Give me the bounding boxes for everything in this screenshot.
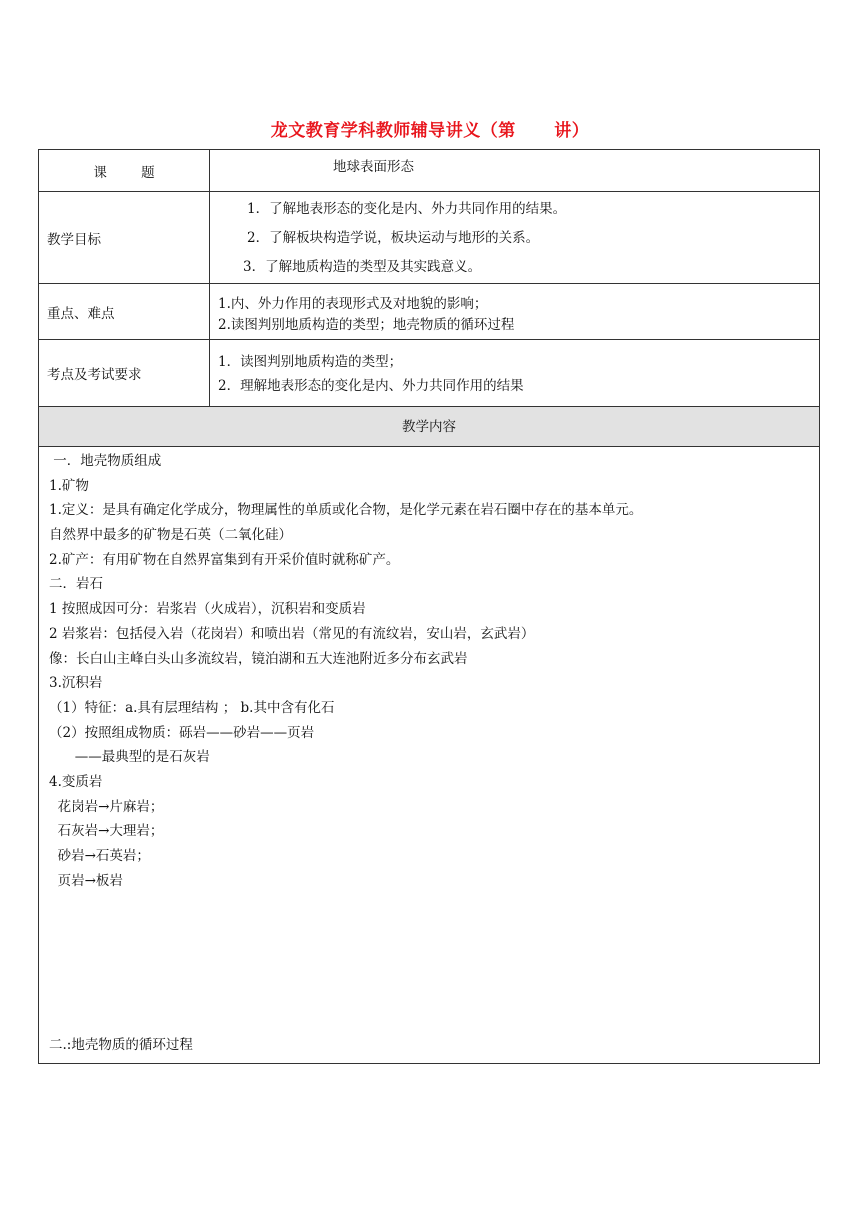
- exam-point-item: 2．理解地表形态的变化是内、外力共同作用的结果: [218, 378, 524, 394]
- content-line: 砂岩→石英岩；: [49, 848, 150, 864]
- goal-item: 1．了解地表形态的变化是内、外力共同作用的结果。: [247, 201, 567, 217]
- key-points-row: [39, 284, 819, 340]
- content-line: 2 岩浆岩：包括侵入岩（花岗岩）和喷出岩（常见的有流纹岩，安山岩，玄武岩）: [49, 625, 535, 642]
- goals-label: 教学目标: [39, 192, 210, 283]
- key-point-item: 2.读图判别地质构造的类型；地壳物质的循环过程: [218, 317, 515, 333]
- exam-list: [210, 340, 819, 406]
- goal-item: 2．了解板块构造学说，板块运动与地形的关系。: [247, 230, 540, 246]
- content-line: 1.矿物: [49, 477, 89, 494]
- goal-item: 3．了解地质构造的类型及其实践意义。: [243, 259, 482, 275]
- content-line: ——最典型的是石灰岩: [49, 749, 210, 766]
- goals-row: [39, 192, 819, 284]
- topic-value: 地球表面形态: [333, 159, 414, 175]
- key-points-list: [210, 284, 819, 339]
- content-header: 教学内容: [402, 419, 456, 435]
- content-header-row: [39, 407, 819, 447]
- content-row: [39, 447, 819, 1063]
- topic-label: 课 题: [39, 150, 210, 191]
- exam-point-item: 1．读图判别地质构造的类型；: [218, 354, 403, 370]
- content-line: 1.定义：是具有确定化学成分，物理属性的单质或化合物，是化学元素在岩石圈中存在的基本单元。: [49, 502, 643, 519]
- content-line: 3.沉积岩: [49, 675, 103, 692]
- lesson-table: [38, 149, 820, 1064]
- exam-row: [39, 340, 819, 407]
- content-line: 石灰岩→大理岩；: [49, 823, 164, 840]
- exam-label: 考点及考试要求: [39, 340, 210, 406]
- topic-row: [39, 150, 819, 192]
- content-body: [39, 447, 819, 1063]
- content-line: 页岩→板岩: [49, 872, 123, 889]
- content-line: 自然界中最多的矿物是石英（二氧化硅）: [49, 527, 292, 544]
- content-line: 4.变质岩: [49, 773, 103, 790]
- content-line: 像：长白山主峰白头山多流纹岩，镜泊湖和五大连池附近多分布玄武岩: [49, 650, 468, 667]
- content-line: 1 按照成因可分：岩浆岩（火成岩），沉积岩和变质岩: [49, 601, 366, 618]
- document-title: 龙文教育学科教师辅导讲义（第 讲）: [270, 121, 590, 141]
- content-line: 花岗岩→片麻岩；: [49, 798, 164, 815]
- content-line: （1）特征：a.具有层理结构 ； b.其中含有化石: [49, 699, 335, 716]
- content-line: 一．地壳物质组成: [49, 453, 162, 469]
- key-point-item: 1.内、外力作用的表现形式及对地貌的影响；: [218, 296, 488, 312]
- section-heading-cycle: 二.:地壳物质的循环过程: [49, 1037, 193, 1053]
- content-line: （2）按照组成物质：砾岩——砂岩——页岩: [49, 724, 315, 741]
- key-points-label: 重点、难点: [39, 284, 210, 339]
- content-line: 二．岩石: [49, 576, 103, 593]
- goals-list: [210, 192, 819, 283]
- content-line: 2.矿产：有用矿物在自然界富集到有开采价值时就称矿产。: [49, 551, 400, 568]
